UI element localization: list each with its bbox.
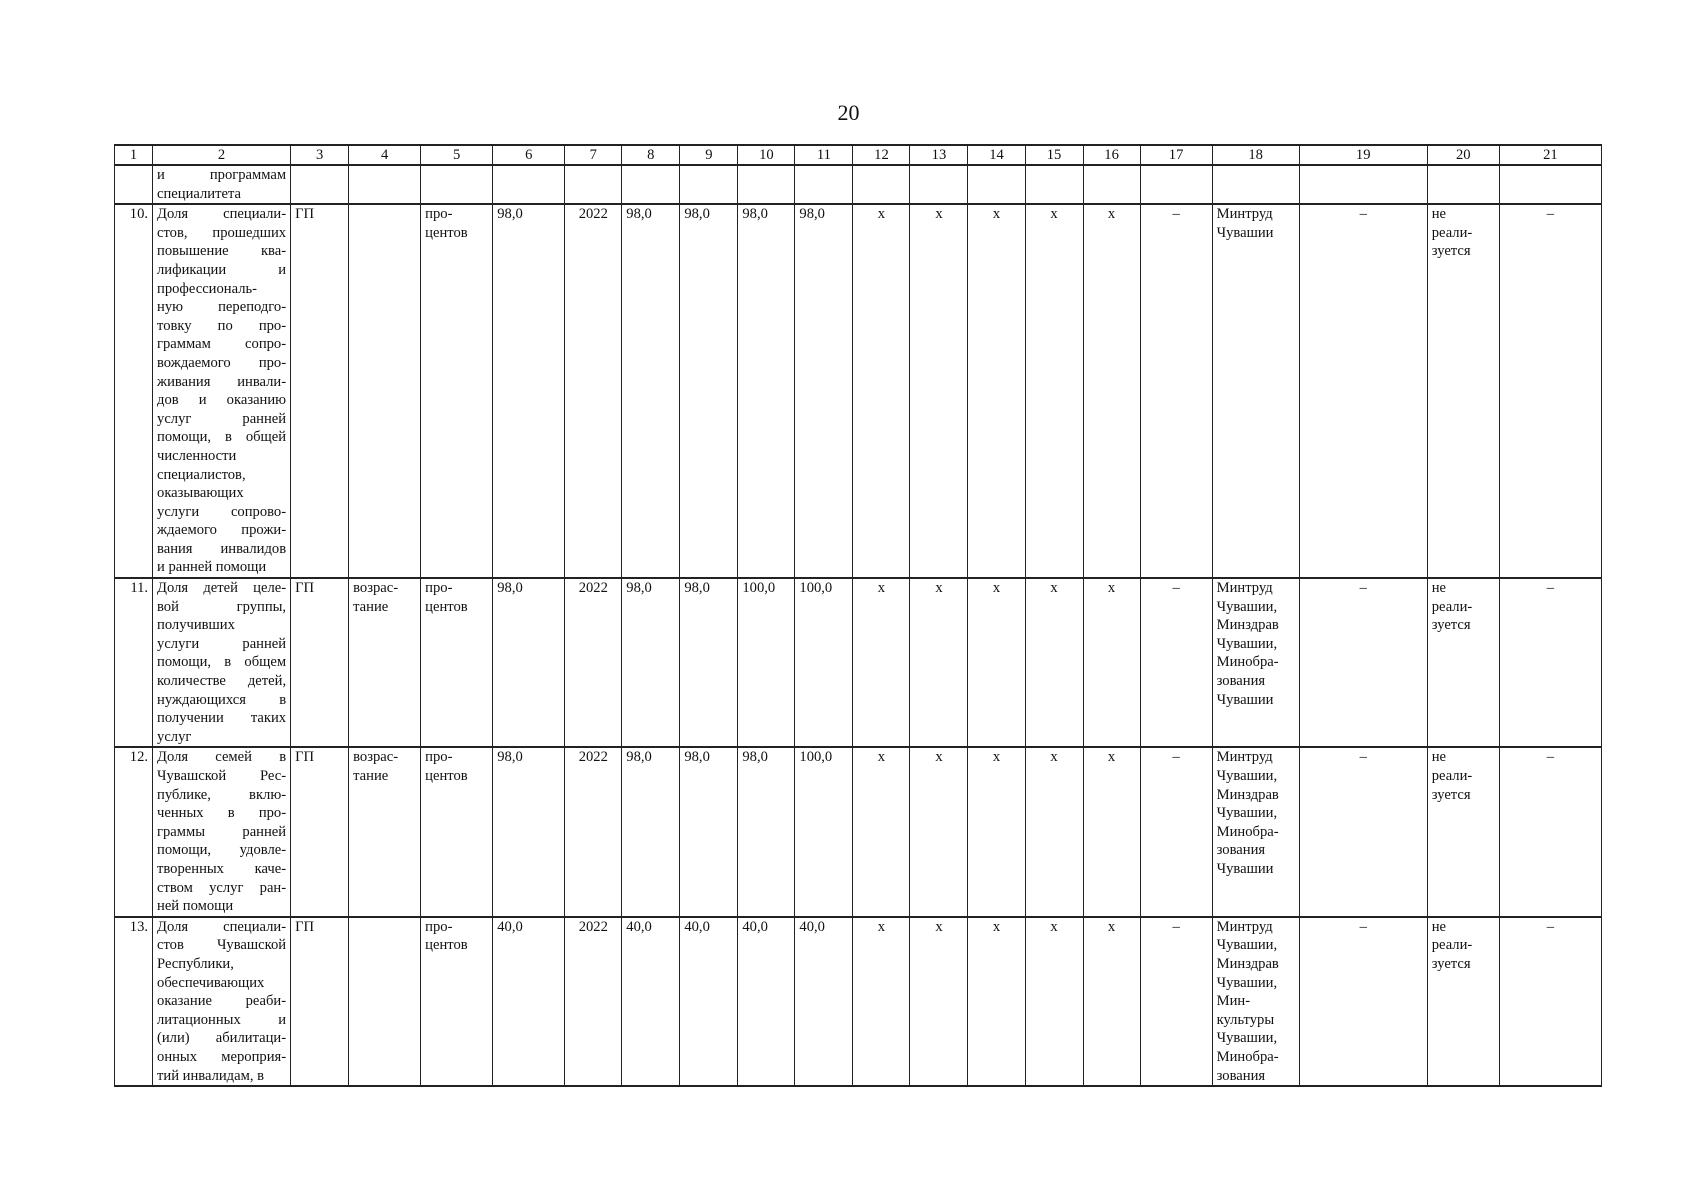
- cell-value: ГП: [295, 580, 315, 597]
- column-header-11: 11: [795, 145, 853, 165]
- cell-col-19: [1299, 165, 1427, 204]
- cell-col-10: [738, 578, 795, 747]
- indicator-name-line: творенных каче-: [157, 860, 287, 877]
- indicator-name-line: услуги ранней: [157, 635, 287, 652]
- cell-col-18: [1212, 917, 1299, 1086]
- row-number: 12.: [115, 747, 153, 916]
- cell-value: 98,0: [684, 580, 710, 597]
- cell-value: 2022: [578, 918, 608, 935]
- indicators-table: [114, 144, 1602, 1087]
- cell-value: про- центов: [425, 918, 468, 954]
- cell-value: х: [1107, 749, 1116, 766]
- cell-col-15: [1025, 747, 1083, 916]
- cell-col-15: [1025, 204, 1083, 578]
- table-row: [115, 204, 1602, 578]
- cell-col-17: [1140, 917, 1212, 1086]
- cell-value: 40,0: [684, 918, 710, 935]
- cell-col-20: [1427, 165, 1499, 204]
- indicator-name: [153, 165, 291, 204]
- indicator-name-line: ней помощи: [157, 898, 234, 915]
- column-header-10: 10: [738, 145, 795, 165]
- cell-value: не реали- зуется: [1431, 206, 1473, 260]
- cell-col-17: [1140, 747, 1212, 916]
- cell-value: х: [935, 749, 943, 766]
- indicator-name-line: помощи, удовле-: [157, 842, 287, 859]
- indicator-name-line: ченных в про-: [157, 805, 287, 822]
- cell-value: возрас- тание: [353, 749, 399, 784]
- cell-value: 100,0: [742, 580, 776, 597]
- cell-value: х: [992, 580, 1001, 597]
- cell-col-21: [1499, 165, 1601, 204]
- cell-value: 98,0: [684, 206, 710, 223]
- cell-value: 98,0: [626, 749, 652, 766]
- cell-col-10: [738, 917, 795, 1086]
- cell-value: х: [1107, 580, 1116, 597]
- cell-col-3: [291, 204, 349, 578]
- cell-value: 40,0: [497, 918, 523, 935]
- cell-col-8: [622, 747, 680, 916]
- column-header-7: 7: [565, 145, 622, 165]
- cell-col-3: [291, 917, 349, 1086]
- cell-value: 98,0: [742, 749, 768, 766]
- cell-col-16: [1083, 917, 1140, 1086]
- column-header-14: 14: [968, 145, 1025, 165]
- cell-value: 2022: [578, 749, 608, 766]
- cell-col-7: [565, 917, 622, 1086]
- cell-col-19: [1299, 747, 1427, 916]
- cell-col-8: [622, 165, 680, 204]
- cell-value: ГП: [295, 749, 315, 766]
- cell-value: х: [877, 206, 886, 223]
- cell-col-9: [680, 204, 738, 578]
- indicator-name: [153, 747, 291, 916]
- indicator-name-line: Доля специали-: [157, 918, 287, 935]
- indicator-name-line: помощи, в общем: [157, 654, 287, 671]
- indicator-name-line: вождаемого про-: [157, 354, 287, 371]
- page-number: 20: [837, 100, 860, 125]
- column-number-row: [115, 145, 1602, 165]
- cell-col-9: [680, 165, 738, 204]
- indicator-name-line: тий инвалидам, в: [157, 1067, 265, 1084]
- column-header-6: 6: [493, 145, 565, 165]
- column-header-15: 15: [1025, 145, 1083, 165]
- indicator-name-line: товку по про-: [157, 317, 287, 334]
- cell-value: –: [1546, 206, 1555, 223]
- cell-col-4: [349, 165, 421, 204]
- cell-col-4: [349, 204, 421, 578]
- cell-value: –: [1359, 918, 1367, 935]
- cell-value: не реали- зуется: [1431, 749, 1473, 803]
- cell-value: х: [877, 918, 886, 935]
- cell-value: –: [1172, 749, 1180, 766]
- row-number: 13.: [115, 917, 153, 1086]
- cell-col-18: [1212, 165, 1299, 204]
- cell-value: не реали- зуется: [1431, 918, 1473, 972]
- cell-col-13: [910, 204, 968, 578]
- cell-col-11: [795, 917, 853, 1086]
- indicator-name-line: лификации и: [157, 261, 287, 278]
- cell-value: х: [992, 749, 1001, 766]
- cell-value: 98,0: [497, 580, 523, 597]
- cell-col-5: [421, 747, 493, 916]
- cell-col-14: [968, 204, 1025, 578]
- cell-value: х: [1050, 918, 1058, 935]
- column-header-5: 5: [421, 145, 493, 165]
- indicator-name-line: и программам: [157, 167, 287, 183]
- cell-value: –: [1359, 580, 1367, 597]
- cell-value: х: [992, 918, 1001, 935]
- cell-value: 40,0: [799, 918, 825, 935]
- cell-value: –: [1172, 580, 1180, 597]
- cell-value: х: [1107, 918, 1116, 935]
- cell-value: х: [935, 580, 943, 597]
- indicator-name-line: онных мероприя-: [157, 1048, 287, 1065]
- cell-col-15: [1025, 578, 1083, 747]
- cell-col-13: [910, 578, 968, 747]
- cell-value: ГП: [295, 918, 315, 935]
- row-number: 11.: [115, 578, 153, 747]
- cell-value: 100,0: [799, 749, 833, 766]
- indicator-name-line: получивших: [157, 617, 235, 634]
- cell-value: 40,0: [626, 918, 652, 935]
- cell-col-7: [565, 165, 622, 204]
- cell-value: –: [1546, 749, 1555, 766]
- cell-col-12: [853, 204, 910, 578]
- column-header-19: 19: [1299, 145, 1427, 165]
- indicator-name-line: и ранней помощи: [157, 559, 267, 576]
- cell-value: возрас- тание: [353, 580, 399, 615]
- cell-col-5: [421, 578, 493, 747]
- cell-value: –: [1172, 918, 1180, 935]
- cell-col-6: [493, 204, 565, 578]
- indicator-name: [153, 578, 291, 747]
- row-number: 10.: [115, 204, 153, 578]
- cell-col-7: [565, 747, 622, 916]
- cell-value: 98,0: [684, 749, 710, 766]
- cell-value: –: [1546, 918, 1555, 935]
- column-header-21: 21: [1499, 145, 1601, 165]
- cell-col-10: [738, 204, 795, 578]
- cell-value: Минтруд Чувашии, Минздрав Чувашии, Минобра- зования Чувашии: [1216, 580, 1279, 708]
- column-header-13: 13: [910, 145, 968, 165]
- cell-col-6: [493, 165, 565, 204]
- cell-col-5: [421, 165, 493, 204]
- cell-value: –: [1546, 580, 1555, 597]
- indicator-name-line: оказание реаби-: [157, 993, 287, 1010]
- indicator-name-line: (или) абилитаци-: [157, 1030, 287, 1047]
- cell-value: х: [935, 918, 943, 935]
- cell-col-14: [968, 165, 1025, 204]
- cell-col-3: [291, 747, 349, 916]
- column-header-17: 17: [1140, 145, 1212, 165]
- cell-col-4: [349, 578, 421, 747]
- indicator-name-line: услуг: [157, 728, 192, 745]
- indicator-name-line: профессиональ-: [157, 280, 257, 297]
- cell-col-18: [1212, 204, 1299, 578]
- column-header-8: 8: [622, 145, 680, 165]
- indicator-name-line: литационных и: [157, 1011, 287, 1028]
- indicator-name: [153, 917, 291, 1086]
- cell-value: 2022: [578, 206, 608, 223]
- indicator-name-line: специалистов,: [157, 466, 246, 483]
- cell-col-12: [853, 917, 910, 1086]
- cell-col-17: [1140, 165, 1212, 204]
- indicator-name-line: ждаемого прожи-: [157, 522, 287, 539]
- indicator-name-line: услуги сопрово-: [157, 503, 287, 520]
- indicator-name-line: дов и оказанию: [157, 392, 287, 409]
- cell-col-11: [795, 578, 853, 747]
- indicator-name-line: граммы ранней: [157, 823, 287, 840]
- cell-col-18: [1212, 747, 1299, 916]
- indicator-name-line: Республики,: [157, 955, 234, 972]
- cell-col-14: [968, 917, 1025, 1086]
- indicator-name-line: Доля семей в: [157, 749, 287, 766]
- cell-value: ГП: [295, 206, 315, 223]
- indicator-name-line: услуг ранней: [157, 410, 287, 427]
- cell-col-13: [910, 747, 968, 916]
- cell-value: –: [1359, 206, 1367, 223]
- cell-value: про- центов: [425, 206, 468, 241]
- cell-value: х: [1050, 206, 1058, 223]
- cell-value: х: [1050, 580, 1058, 597]
- table-row: [115, 747, 1602, 916]
- column-header-1: 1: [115, 145, 153, 165]
- cell-col-9: [680, 747, 738, 916]
- indicator-name-line: публике, вклю-: [157, 786, 287, 803]
- indicator-name-line: количестве детей,: [157, 673, 287, 690]
- cell-col-8: [622, 917, 680, 1086]
- cell-col-21: [1499, 578, 1601, 747]
- cell-col-20: [1427, 578, 1499, 747]
- cell-col-15: [1025, 165, 1083, 204]
- indicator-name-line: Доля специали-: [157, 206, 287, 223]
- cell-col-17: [1140, 578, 1212, 747]
- indicator-name-line: численности: [157, 447, 237, 464]
- cell-col-16: [1083, 578, 1140, 747]
- cell-col-6: [493, 917, 565, 1086]
- indicator-name-line: вой группы,: [157, 598, 287, 615]
- cell-col-14: [968, 578, 1025, 747]
- cell-col-17: [1140, 204, 1212, 578]
- table-row: [115, 165, 1602, 204]
- cell-value: Минтруд Чувашии, Минздрав Чувашии, Мин- культуры Чувашии, Минобра- зования: [1216, 918, 1279, 1084]
- cell-col-5: [421, 917, 493, 1086]
- cell-value: х: [1050, 749, 1058, 766]
- cell-col-7: [565, 204, 622, 578]
- cell-col-20: [1427, 747, 1499, 916]
- cell-col-6: [493, 578, 565, 747]
- indicator-name-line: оказывающих: [157, 485, 244, 502]
- cell-col-9: [680, 578, 738, 747]
- cell-value: 98,0: [497, 206, 523, 223]
- cell-col-19: [1299, 204, 1427, 578]
- column-header-18: 18: [1212, 145, 1299, 165]
- row-number: [115, 165, 153, 204]
- cell-value: х: [1107, 206, 1116, 223]
- indicator-name-line: обеспечивающих: [157, 974, 265, 991]
- column-header-3: 3: [291, 145, 349, 165]
- indicator-name-line: повышение ква-: [157, 243, 287, 260]
- cell-col-10: [738, 165, 795, 204]
- cell-value: –: [1359, 749, 1367, 766]
- cell-value: Минтруд Чувашии: [1216, 206, 1274, 241]
- cell-col-16: [1083, 204, 1140, 578]
- column-header-9: 9: [680, 145, 738, 165]
- column-header-4: 4: [349, 145, 421, 165]
- indicator-name-line: ством услуг ран-: [157, 879, 287, 896]
- indicator-name-line: ную переподго-: [157, 299, 287, 316]
- cell-value: 98,0: [497, 749, 523, 766]
- cell-col-21: [1499, 747, 1601, 916]
- cell-value: про- центов: [425, 580, 468, 615]
- indicator-name-line: стов Чувашской: [157, 937, 287, 954]
- cell-value: 98,0: [742, 206, 768, 223]
- cell-col-4: [349, 747, 421, 916]
- table-row: [115, 917, 1602, 1086]
- cell-col-20: [1427, 917, 1499, 1086]
- cell-col-12: [853, 165, 910, 204]
- cell-col-14: [968, 747, 1025, 916]
- indicator-name-line: специалитета: [157, 185, 241, 202]
- cell-col-12: [853, 747, 910, 916]
- cell-value: не реали- зуется: [1431, 580, 1473, 634]
- cell-col-18: [1212, 578, 1299, 747]
- indicator-name-line: помощи, в общей: [157, 429, 287, 446]
- cell-col-11: [795, 747, 853, 916]
- indicator-name-line: нуждающихся в: [157, 691, 287, 708]
- cell-value: –: [1172, 206, 1180, 223]
- cell-col-13: [910, 917, 968, 1086]
- indicator-name-line: получении таких: [157, 710, 287, 727]
- cell-col-16: [1083, 747, 1140, 916]
- cell-col-15: [1025, 917, 1083, 1086]
- cell-value: Минтруд Чувашии, Минздрав Чувашии, Минобра- зования Чувашии: [1216, 749, 1279, 877]
- cell-col-20: [1427, 204, 1499, 578]
- column-header-12: 12: [853, 145, 910, 165]
- cell-value: х: [877, 580, 886, 597]
- indicator-name-line: Доля детей целе-: [157, 580, 287, 597]
- cell-col-10: [738, 747, 795, 916]
- column-header-16: 16: [1083, 145, 1140, 165]
- cell-value: 100,0: [799, 580, 833, 597]
- indicator-name-line: вания инвалидов: [157, 540, 287, 557]
- table-row: [115, 578, 1602, 747]
- cell-col-12: [853, 578, 910, 747]
- cell-value: х: [935, 206, 943, 223]
- indicator-name-line: стов, прошедших: [157, 224, 287, 241]
- cell-col-4: [349, 917, 421, 1086]
- indicator-name-line: живания инвали-: [157, 373, 287, 390]
- cell-col-19: [1299, 578, 1427, 747]
- cell-col-3: [291, 578, 349, 747]
- cell-col-6: [493, 747, 565, 916]
- cell-col-16: [1083, 165, 1140, 204]
- cell-value: 98,0: [626, 580, 652, 597]
- cell-value: 98,0: [799, 206, 825, 223]
- cell-value: 2022: [578, 580, 608, 597]
- cell-value: 40,0: [742, 918, 768, 935]
- cell-col-21: [1499, 917, 1601, 1086]
- cell-col-11: [795, 165, 853, 204]
- cell-col-7: [565, 578, 622, 747]
- cell-col-5: [421, 204, 493, 578]
- indicator-name: [153, 204, 291, 578]
- cell-value: 98,0: [626, 206, 652, 223]
- indicator-name-line: граммам сопро-: [157, 336, 287, 353]
- cell-value: х: [992, 206, 1001, 223]
- cell-col-8: [622, 204, 680, 578]
- indicator-name-line: Чувашской Рес-: [157, 768, 287, 784]
- cell-col-3: [291, 165, 349, 204]
- cell-value: про- центов: [425, 749, 468, 784]
- cell-col-13: [910, 165, 968, 204]
- cell-value: х: [877, 749, 886, 766]
- column-header-20: 20: [1427, 145, 1499, 165]
- cell-col-21: [1499, 204, 1601, 578]
- cell-col-19: [1299, 917, 1427, 1086]
- cell-col-8: [622, 578, 680, 747]
- column-header-2: 2: [153, 145, 291, 165]
- cell-col-9: [680, 917, 738, 1086]
- cell-col-11: [795, 204, 853, 578]
